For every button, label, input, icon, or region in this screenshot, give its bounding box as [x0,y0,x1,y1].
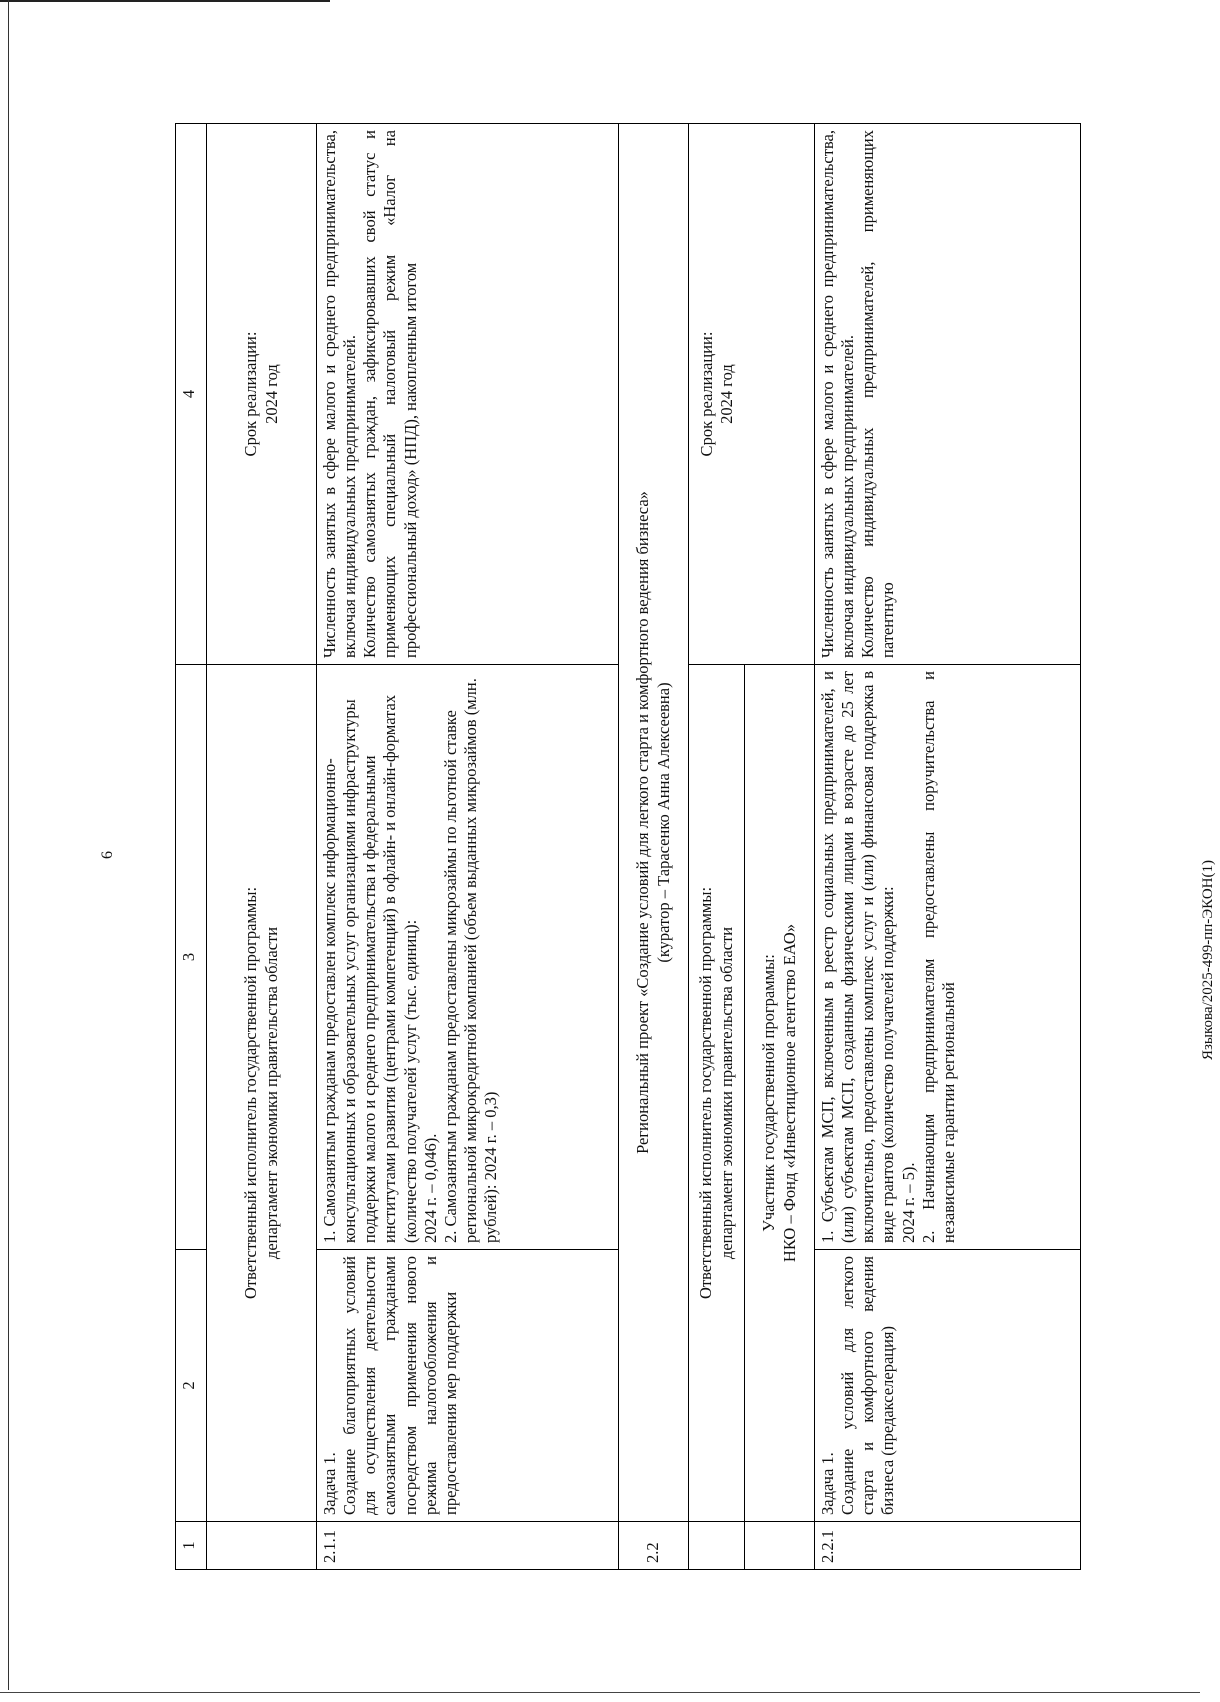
regional-project-cell [619,124,689,1522]
responsible-executor-2-1: Ответственный исполнитель государственной программы: департамент экономики правительства области [207,665,317,1522]
indicator-2: Количество индивидуальных предпринимателей, применяющих патентную [858,130,898,658]
term-2-1: Срок реализации: 2024 год [207,124,317,665]
row-number-2-1-1: 2.1.1 [317,1522,619,1570]
task-title: Задача 1. [320,1452,339,1515]
task-cell-2-1-1 [317,1250,619,1522]
indicators-cell-2-1-1 [317,124,619,665]
effects-cell-2-2-1 [815,665,1081,1250]
header-row [176,124,207,1570]
effect-2: 2. Начинающим предпринимателям предоставлены поручительства и независимые гарантии региональной [918,671,958,1243]
responsible-executor-2-2: Ответственный исполнитель государственной программы: департамент экономики правительства области [689,665,745,1522]
task-text: Создание благоприятных условий для осуществления деятельности самозанятыми гражданами посредством применения нового режима налогообложения и предоставления мер поддержки [340,1256,460,1515]
indicator-1: Численность занятых в сфере малого и среднего предпринимательства, включая индивидуальных предпринимателей. [818,130,858,658]
curator: (куратор – Тарасенко Анна Алексеевна) [653,682,673,963]
indicator-1: Численность занятых в сфере малого и среднего предпринимательства, включая индивидуальных предпринимателей. [320,130,360,658]
section-2-2-executor-row [689,124,745,1570]
section-2-1-executor-row [207,124,317,1570]
header-col-1: 1 [176,1522,207,1570]
indicator-2: Количество самозанятых граждан, зафиксировавших свой статус и применяющих специальный налоговый режим «Налог на профессиональный доход» (НПД), накопленным итогом [360,130,420,658]
effect-1: 1. Самозанятым гражданам предоставлен комплекс информационно-консультационных и образовательных услуг организациями инфраструктуры поддержки малого и среднего предпринимательства и федеральными институтами развития (центрами компетенций) в офлайн- и онлайн-форматах (количество получателей услуг (тыс. единиц): [320,694,420,1243]
table-row-2-1-1 [317,124,619,1570]
term-2-2: Срок реализации: 2024 год [689,124,815,665]
effect-1-value: 2024 г. – 0,046). [420,1133,440,1243]
page-number: 6 [99,851,116,859]
section-2-2-project-row [619,124,689,1570]
header-col-4: 4 [176,124,207,665]
left-scan-rule [8,0,9,1690]
regional-project-title: Региональный проект «Создание условий для легкого старта и комфортного ведения бизнеса» [633,491,653,1154]
task-text: Создание условий для легкого старта и комфортного ведения бизнеса (предакселерация) [838,1256,898,1515]
empty-cell [689,1522,745,1570]
effect-2: 2. Самозанятым гражданам предоставлены микрозаймы по льготной ставке региональной микрокредитной компанией (объем выданных микрозаймов (млн. рублей): 2024 г. – 0,3) [440,678,500,1243]
document-code-footer: Языкова/2025-499-пп-ЭКОН(1) [1200,860,1216,1060]
empty-cell [207,1522,317,1570]
header-col-2: 2 [176,1250,207,1522]
effect-1: 1. Субъектам МСП, включенным в реестр социальных предпринимателей, и (или) субъектам МСП, созданным физическими лицами в возрасте до 25 лет включительно, предоставлены комплекс услуг и (или) финансовая поддержка в виде грантов (количество получателей поддержки: [818,671,898,1243]
row-number-2-2: 2.2 [619,1522,689,1570]
plan-table [175,123,1081,1570]
participant-2-2: Участник государственной программы: НКО – Фонд «Инвестиционное агентство ЕАО» [745,665,815,1522]
header-col-3: 3 [176,665,207,1250]
top-scan-rule [0,0,330,2]
effect-1-value: 2024 г. – 5). [898,1162,918,1243]
table-row-2-2-1 [815,124,1081,1570]
task-title: Задача 1. [818,1452,837,1515]
effects-cell-2-1-1 [317,665,619,1250]
row-number-2-2-1: 2.2.1 [815,1522,1081,1570]
empty-cell [745,1522,815,1570]
landscape-sheet [175,124,1081,1570]
indicators-cell-2-2-1 [815,124,1081,665]
bottom-scan-rule [0,1692,1200,1693]
task-cell-2-2-1 [815,1250,1081,1522]
